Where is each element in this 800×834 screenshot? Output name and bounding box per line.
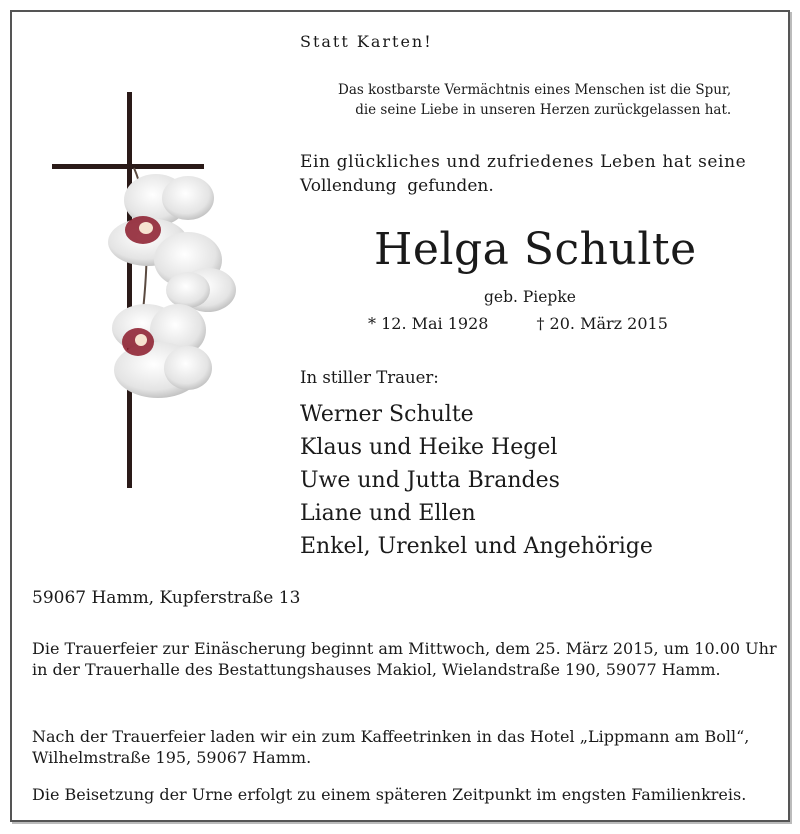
birth-name: geb. Piepke	[484, 288, 576, 306]
memorial-quote	[338, 80, 731, 120]
mourner-name: Liane und Ellen	[300, 501, 476, 526]
burial-paragraph: Die Beisetzung der Urne erfolgt zu einem späteren Zeitpunkt im engsten Familienkreis.	[32, 785, 747, 804]
mourner-name: Klaus und Heike Hegel	[300, 435, 558, 460]
mourner-name: Uwe und Jutta Brandes	[300, 468, 560, 493]
quote-line: die seine Liebe in unseren Herzen zurückgelassen hat.	[355, 102, 732, 118]
birth-date: * 12. Mai 1928	[368, 314, 489, 333]
orchid-flower-icon	[112, 304, 212, 398]
cross-orchid-illustration	[38, 80, 238, 490]
deceased-name: Helga Schulte	[374, 224, 697, 275]
mourner-name: Werner Schulte	[300, 402, 474, 427]
quote-line: Das kostbarste Vermächtnis eines Menschen ist die Spur,	[338, 82, 732, 98]
mourners-list	[300, 398, 653, 563]
obituary-frame	[10, 10, 790, 822]
statt-karten-heading: Statt Karten!	[300, 32, 433, 51]
intro-line: Vollendung gefunden.	[300, 176, 494, 196]
intro-line: Ein glückliches und zufriedenes Leben hat seine	[300, 152, 747, 172]
mourner-name: Enkel, Urenkel und Angehörige	[300, 534, 653, 559]
intro-text	[300, 150, 746, 198]
mourning-label: In stiller Trauer:	[300, 368, 439, 387]
life-dates	[368, 314, 668, 333]
coffee-paragraph: Nach der Trauerfeier laden wir ein zum Kaffeetrinken in das Hotel „Lippmann am Boll“, Wilhelmstraße 195, 59067 Hamm.	[32, 727, 750, 767]
death-date: † 20. März 2015	[536, 314, 668, 333]
ceremony-paragraph: Die Trauerfeier zur Einäscherung beginnt am Mittwoch, dem 25. März 2015, um 10.00 Uhr in der Trauerhalle des Bestattungshauses Makiol, Wielandstraße 190, 59077 Hamm.	[32, 639, 777, 679]
family-address: 59067 Hamm, Kupferstraße 13	[32, 588, 301, 608]
